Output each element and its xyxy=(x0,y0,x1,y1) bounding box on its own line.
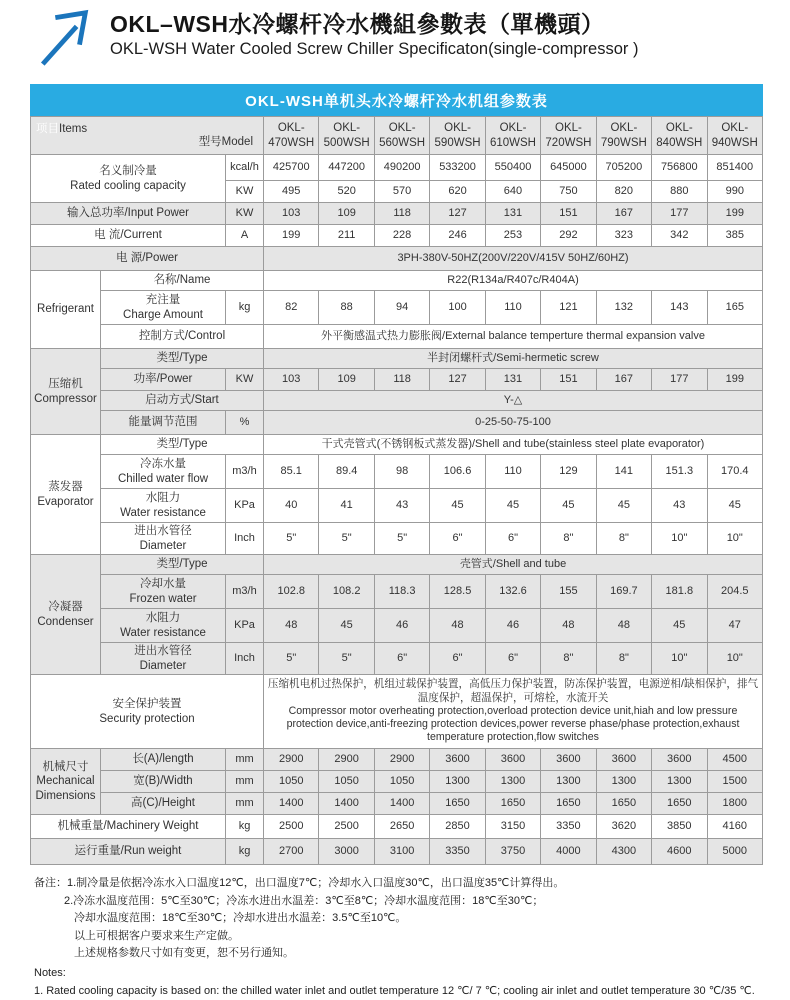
charge-cell: 143 xyxy=(652,291,707,325)
charge-cell: 94 xyxy=(374,291,429,325)
page-title: OKL–WSH水冷螺杆冷水機組參數表（單機頭） xyxy=(110,11,605,37)
section-label-zh: 安全保护装置 xyxy=(112,698,182,711)
unit-cell: mm xyxy=(226,793,264,815)
row-label-en: Water resistance xyxy=(120,626,206,639)
run-weight-cell: 3750 xyxy=(485,839,540,865)
section-label-zh: 蒸发器 xyxy=(48,481,83,494)
evaporator-flow-cell: 106.6 xyxy=(430,455,485,489)
cooling-kw-cell: 880 xyxy=(652,181,707,203)
run-weight-cell: 4300 xyxy=(596,839,651,865)
table-header-row xyxy=(31,117,763,155)
row-label-zh: 水阻力 xyxy=(145,492,181,505)
machinery-weight-cell: 2500 xyxy=(319,815,374,839)
run-weight-cell: 3000 xyxy=(319,839,374,865)
cooling-kcal-cell: 533200 xyxy=(430,155,485,181)
table-row xyxy=(31,643,763,675)
evaporator-diameter-cell: 5" xyxy=(319,523,374,555)
run-weight-cell: 2700 xyxy=(264,839,319,865)
cooling-kw-cell: 570 xyxy=(374,181,429,203)
table-row xyxy=(31,349,763,369)
evaporator-diameter-cell: 6" xyxy=(485,523,540,555)
evaporator-resistance-cell: 45 xyxy=(485,489,540,523)
input-power-cell: 127 xyxy=(430,203,485,225)
row-label: 控制方式/Control xyxy=(101,325,264,349)
row-label-zh: 进出水管径 xyxy=(134,525,192,538)
model-header-cell: OKL-560WSH xyxy=(374,117,429,155)
machinery-weight-cell: 2850 xyxy=(430,815,485,839)
cooling-kcal-cell: 425700 xyxy=(264,155,319,181)
current-cell: 292 xyxy=(541,225,596,247)
row-label xyxy=(101,455,226,489)
height-cell: 1650 xyxy=(541,793,596,815)
cooling-kcal-cell: 490200 xyxy=(374,155,429,181)
condenser-flow-cell: 108.2 xyxy=(319,575,374,609)
height-cell: 1650 xyxy=(596,793,651,815)
evaporator-diameter-cell: 10" xyxy=(707,523,762,555)
title-block xyxy=(110,4,638,59)
width-cell: 1050 xyxy=(319,771,374,793)
condenser-resistance-cell: 46 xyxy=(374,609,429,643)
note-line-1: 备注：1.制冷量是依据冷冻水入口温度12℃，出口温度7℃；冷却水入口温度30℃，出口温度35℃计算得出。 xyxy=(34,877,565,889)
evaporator-flow-cell: 89.4 xyxy=(319,455,374,489)
input-power-cell: 103 xyxy=(264,203,319,225)
row-label-en: Frozen water xyxy=(129,592,197,605)
height-cell: 1650 xyxy=(652,793,707,815)
row-value: 壳管式/Shell and tube xyxy=(264,555,763,575)
table-row xyxy=(31,455,763,489)
compressor-power-cell: 109 xyxy=(319,369,374,391)
model-header-cell: OKL-840WSH xyxy=(652,117,707,155)
row-label-en: Water resistance xyxy=(120,506,206,519)
row-label-zh: 进出水管径 xyxy=(134,645,192,658)
evaporator-flow-cell: 110 xyxy=(485,455,540,489)
model-header-cell: OKL-940WSH xyxy=(707,117,762,155)
table-title-banner: OKL-WSH单机头水冷螺杆冷水机组参数表 xyxy=(30,84,763,116)
row-value: Y-△ xyxy=(264,391,763,411)
run-weight-cell: 4000 xyxy=(541,839,596,865)
current-cell: 211 xyxy=(319,225,374,247)
width-cell: 1300 xyxy=(430,771,485,793)
unit-cell: kcal/h xyxy=(226,155,264,181)
table-row xyxy=(31,749,763,771)
input-power-cell: 177 xyxy=(652,203,707,225)
width-cell: 1050 xyxy=(374,771,429,793)
condenser-diameter-cell: 10" xyxy=(707,643,762,675)
length-cell: 2900 xyxy=(319,749,374,771)
cooling-kcal-cell: 447200 xyxy=(319,155,374,181)
security-text-en: Compressor motor overheating protection,overload protection device unit,hiah and low pressure protection device,anti-freezing protection devices,power reverse phase/phase protection,exhaust temperature protection,flow switches xyxy=(286,704,740,744)
table-row xyxy=(31,523,763,555)
compressor-power-cell: 151 xyxy=(541,369,596,391)
input-power-cell: 167 xyxy=(596,203,651,225)
cooling-kw-cell: 750 xyxy=(541,181,596,203)
section-label-dimensions xyxy=(31,749,101,815)
condenser-flow-cell: 181.8 xyxy=(652,575,707,609)
table-row xyxy=(31,369,763,391)
input-power-cell: 131 xyxy=(485,203,540,225)
machinery-weight-cell: 3150 xyxy=(485,815,540,839)
table-row xyxy=(31,575,763,609)
condenser-flow-cell: 102.8 xyxy=(264,575,319,609)
model-header-cell: OKL-790WSH xyxy=(596,117,651,155)
width-cell: 1300 xyxy=(596,771,651,793)
section-label-condenser xyxy=(31,555,101,675)
width-cell: 1300 xyxy=(541,771,596,793)
section-label-en: Dimensions xyxy=(35,789,96,802)
condenser-diameter-cell: 8" xyxy=(541,643,596,675)
table-row xyxy=(31,225,763,247)
unit-cell: kg xyxy=(226,815,264,839)
row-value: 3PH-380V-50HZ(200V/220V/415V 50HZ/60HZ) xyxy=(264,247,763,271)
table-row xyxy=(31,609,763,643)
table-row xyxy=(31,435,763,455)
cooling-kcal-cell: 550400 xyxy=(485,155,540,181)
condenser-flow-cell: 155 xyxy=(541,575,596,609)
condenser-resistance-cell: 45 xyxy=(319,609,374,643)
run-weight-cell: 3100 xyxy=(374,839,429,865)
unit-cell: KPa xyxy=(226,489,264,523)
row-value: 半封闭螺杆式/Semi-hermetic screw xyxy=(264,349,763,369)
run-weight-cell: 3350 xyxy=(430,839,485,865)
unit-cell: KW xyxy=(226,203,264,225)
note-line-5: 上述规格参数尺寸如有变更，恕不另行通知。 xyxy=(74,947,294,960)
model-label: 型号Model xyxy=(198,135,254,148)
unit-cell: kg xyxy=(226,839,264,865)
machinery-weight-cell: 2500 xyxy=(264,815,319,839)
condenser-resistance-cell: 48 xyxy=(541,609,596,643)
row-value: 0-25-50-75-100 xyxy=(264,411,763,435)
evaporator-resistance-cell: 40 xyxy=(264,489,319,523)
model-header-cell: OKL-610WSH xyxy=(485,117,540,155)
evaporator-resistance-cell: 45 xyxy=(707,489,762,523)
height-cell: 1400 xyxy=(264,793,319,815)
machinery-weight-cell: 4160 xyxy=(707,815,762,839)
machinery-weight-cell: 3350 xyxy=(541,815,596,839)
section-label-en: Security protection xyxy=(99,712,195,725)
row-label: 高(C)/Height xyxy=(101,793,226,815)
length-cell: 4500 xyxy=(707,749,762,771)
note-line-4: 以上可根据客户要求来生产定做。 xyxy=(74,929,239,942)
charge-cell: 88 xyxy=(319,291,374,325)
cooling-kcal-cell: 645000 xyxy=(541,155,596,181)
row-label-en: Diameter xyxy=(139,659,187,672)
condenser-diameter-cell: 5" xyxy=(264,643,319,675)
evaporator-flow-cell: 129 xyxy=(541,455,596,489)
run-weight-cell: 5000 xyxy=(707,839,762,865)
width-cell: 1050 xyxy=(264,771,319,793)
table-row xyxy=(31,675,763,749)
table-row xyxy=(31,203,763,225)
section-label-refrigerant: Refrigerant xyxy=(31,271,101,349)
section-label-en: Evaporator xyxy=(37,495,94,508)
row-label: 类型/Type xyxy=(101,349,264,369)
input-power-cell: 109 xyxy=(319,203,374,225)
length-cell: 3600 xyxy=(430,749,485,771)
width-cell: 1500 xyxy=(707,771,762,793)
unit-cell: m3/h xyxy=(226,455,264,489)
condenser-diameter-cell: 6" xyxy=(430,643,485,675)
unit-cell: % xyxy=(226,411,264,435)
unit-cell: KW xyxy=(226,181,264,203)
unit-cell: mm xyxy=(226,771,264,793)
evaporator-flow-cell: 98 xyxy=(374,455,429,489)
condenser-diameter-cell: 8" xyxy=(596,643,651,675)
charge-cell: 121 xyxy=(541,291,596,325)
row-value: R22(R134a/R407c/R404A) xyxy=(264,271,763,291)
charge-cell: 100 xyxy=(430,291,485,325)
evaporator-resistance-cell: 45 xyxy=(596,489,651,523)
row-label xyxy=(31,155,226,203)
notes-en-title: Notes: xyxy=(34,966,66,979)
row-label xyxy=(101,489,226,523)
condenser-resistance-cell: 47 xyxy=(707,609,762,643)
row-label: 机械重量/Machinery Weight xyxy=(31,815,226,839)
table-row xyxy=(31,291,763,325)
section-label-security xyxy=(31,675,264,749)
row-label xyxy=(101,291,226,325)
row-label-en: Diameter xyxy=(139,539,187,552)
current-cell: 342 xyxy=(652,225,707,247)
section-label-en: Mechanical xyxy=(36,775,95,788)
unit-cell: A xyxy=(226,225,264,247)
note-line-3: 冷却水温度范围：18℃至30℃；冷却水进出水温差：3.5℃至10℃。 xyxy=(74,912,407,925)
condenser-resistance-cell: 48 xyxy=(596,609,651,643)
row-label-zh: 名义制冷量 xyxy=(99,165,157,178)
compressor-power-cell: 199 xyxy=(707,369,762,391)
note-en-line-1: 1. Rated cooling capacity is based on: the chilled water inlet and outlet temperature 12 ℃/ 7 ℃; cooling air inlet and outlet temperature 30 ℃/35 ℃. xyxy=(34,984,755,997)
unit-cell: Inch xyxy=(226,643,264,675)
condenser-resistance-cell: 46 xyxy=(485,609,540,643)
evaporator-diameter-cell: 6" xyxy=(430,523,485,555)
table-row xyxy=(31,771,763,793)
evaporator-resistance-cell: 45 xyxy=(541,489,596,523)
evaporator-resistance-cell: 41 xyxy=(319,489,374,523)
condenser-diameter-cell: 6" xyxy=(374,643,429,675)
input-power-cell: 199 xyxy=(707,203,762,225)
current-cell: 323 xyxy=(596,225,651,247)
cooling-kw-cell: 495 xyxy=(264,181,319,203)
model-header-cell: OKL-470WSH xyxy=(264,117,319,155)
row-label: 长(A)/length xyxy=(101,749,226,771)
table-row xyxy=(31,325,763,349)
model-header-cell: OKL-590WSH xyxy=(430,117,485,155)
section-label-zh: 压缩机 xyxy=(48,378,83,391)
condenser-diameter-cell: 10" xyxy=(652,643,707,675)
table-row xyxy=(31,555,763,575)
page-subtitle: OKL-WSH Water Cooled Screw Chiller Specificaton(single-compressor ) xyxy=(110,40,639,58)
row-label: 电 流/Current xyxy=(31,225,226,247)
unit-cell: KW xyxy=(226,369,264,391)
row-value: 外平衡感温式热力膨胀阀/External balance temperture thermal expansion valve xyxy=(264,325,763,349)
row-label xyxy=(101,643,226,675)
current-cell: 385 xyxy=(707,225,762,247)
machinery-weight-cell: 2650 xyxy=(374,815,429,839)
condenser-diameter-cell: 6" xyxy=(485,643,540,675)
current-cell: 253 xyxy=(485,225,540,247)
condenser-flow-cell: 132.6 xyxy=(485,575,540,609)
note-line-2: 2.冷冻水温度范围：5℃至30℃；冷冻水进出水温差：3℃至8℃；冷却水温度范围：18℃至30℃； xyxy=(64,894,544,907)
section-label-zh: 冷凝器 xyxy=(48,601,83,614)
unit-cell: Inch xyxy=(226,523,264,555)
row-label: 启动方式/Start xyxy=(101,391,264,411)
evaporator-diameter-cell: 8" xyxy=(596,523,651,555)
unit-cell: KPa xyxy=(226,609,264,643)
charge-cell: 82 xyxy=(264,291,319,325)
cooling-kw-cell: 640 xyxy=(485,181,540,203)
row-label-zh: 冷冻水量 xyxy=(140,458,186,471)
height-cell: 1800 xyxy=(707,793,762,815)
row-label-en: Rated cooling capacity xyxy=(70,179,186,192)
row-label: 类型/Type xyxy=(101,555,264,575)
row-label: 功率/Power xyxy=(101,369,226,391)
length-cell: 2900 xyxy=(374,749,429,771)
cooling-kw-cell: 620 xyxy=(430,181,485,203)
evaporator-flow-cell: 85.1 xyxy=(264,455,319,489)
compressor-power-cell: 131 xyxy=(485,369,540,391)
charge-cell: 165 xyxy=(707,291,762,325)
items-label-zh: 项目 xyxy=(36,123,59,135)
compressor-power-cell: 118 xyxy=(374,369,429,391)
condenser-resistance-cell: 45 xyxy=(652,609,707,643)
security-text-zh: 压缩机电机过热保护，机组过载保护装置，高低压力保护装置，防冻保护装置，电源逆相/缺相保护，排气温度保护，超温保护，可熔栓，水流开关 xyxy=(267,678,759,704)
condenser-resistance-cell: 48 xyxy=(430,609,485,643)
machinery-weight-cell: 3850 xyxy=(652,815,707,839)
height-cell: 1650 xyxy=(430,793,485,815)
evaporator-diameter-cell: 8" xyxy=(541,523,596,555)
charge-cell: 132 xyxy=(596,291,651,325)
length-cell: 2900 xyxy=(264,749,319,771)
evaporator-flow-cell: 151.3 xyxy=(652,455,707,489)
table-row xyxy=(31,271,763,291)
evaporator-resistance-cell: 43 xyxy=(652,489,707,523)
spec-table xyxy=(30,116,763,865)
section-label-en: Condenser xyxy=(37,615,94,628)
current-cell: 199 xyxy=(264,225,319,247)
condenser-resistance-cell: 48 xyxy=(264,609,319,643)
row-label: 电 源/Power xyxy=(31,247,264,271)
row-label-zh: 冷却水量 xyxy=(140,578,186,591)
cooling-kcal-cell: 705200 xyxy=(596,155,651,181)
cooling-kw-cell: 990 xyxy=(707,181,762,203)
condenser-flow-cell: 118.3 xyxy=(374,575,429,609)
row-label: 宽(B)/Width xyxy=(101,771,226,793)
row-label-zh: 水阻力 xyxy=(145,612,181,625)
condenser-flow-cell: 204.5 xyxy=(707,575,762,609)
evaporator-diameter-cell: 5" xyxy=(374,523,429,555)
row-label: 输入总功率/Input Power xyxy=(31,203,226,225)
table-row xyxy=(31,411,763,435)
compressor-power-cell: 177 xyxy=(652,369,707,391)
row-label: 名称/Name xyxy=(101,271,264,291)
evaporator-flow-cell: 141 xyxy=(596,455,651,489)
row-label xyxy=(101,523,226,555)
items-label-en: Items xyxy=(59,123,88,135)
notes-block xyxy=(34,875,764,1000)
machinery-weight-cell: 3620 xyxy=(596,815,651,839)
row-label: 能量调节范围 xyxy=(101,411,226,435)
cooling-kcal-cell: 756800 xyxy=(652,155,707,181)
length-cell: 3600 xyxy=(596,749,651,771)
condenser-flow-cell: 169.7 xyxy=(596,575,651,609)
model-header-cell: OKL-500WSH xyxy=(319,117,374,155)
width-cell: 1300 xyxy=(652,771,707,793)
row-value: 干式壳管式(不锈钢板式蒸发器)/Shell and tube(stainless steel plate evaporator) xyxy=(264,435,763,455)
section-label-compressor xyxy=(31,349,101,435)
length-cell: 3600 xyxy=(541,749,596,771)
corner-cell xyxy=(31,117,264,155)
compressor-power-cell: 167 xyxy=(596,369,651,391)
row-label: 类型/Type xyxy=(101,435,264,455)
row-label xyxy=(101,575,226,609)
height-cell: 1650 xyxy=(485,793,540,815)
row-label: 运行重量/Run weight xyxy=(31,839,226,865)
row-label-zh: 充注量 xyxy=(145,294,181,307)
row-label-en: Charge Amount xyxy=(123,308,203,321)
charge-cell: 110 xyxy=(485,291,540,325)
cooling-kcal-cell: 851400 xyxy=(707,155,762,181)
row-label-en: Chilled water flow xyxy=(117,472,209,485)
table-row xyxy=(31,489,763,523)
table-row xyxy=(31,793,763,815)
height-cell: 1400 xyxy=(319,793,374,815)
width-cell: 1300 xyxy=(485,771,540,793)
row-label xyxy=(101,609,226,643)
unit-cell: m3/h xyxy=(226,575,264,609)
unit-cell: kg xyxy=(226,291,264,325)
table-row xyxy=(31,155,763,181)
evaporator-resistance-cell: 45 xyxy=(430,489,485,523)
table-row xyxy=(31,247,763,271)
condenser-diameter-cell: 5" xyxy=(319,643,374,675)
cooling-kw-cell: 820 xyxy=(596,181,651,203)
security-protection-text xyxy=(264,675,763,749)
doc-header xyxy=(0,0,790,76)
evaporator-diameter-cell: 10" xyxy=(652,523,707,555)
unit-cell: mm xyxy=(226,749,264,771)
input-power-cell: 151 xyxy=(541,203,596,225)
model-header-cell: OKL-720WSH xyxy=(541,117,596,155)
height-cell: 1400 xyxy=(374,793,429,815)
table-row xyxy=(31,839,763,865)
current-cell: 246 xyxy=(430,225,485,247)
compressor-power-cell: 103 xyxy=(264,369,319,391)
section-label-zh: 机械尺寸 xyxy=(42,760,89,773)
current-cell: 228 xyxy=(374,225,429,247)
length-cell: 3600 xyxy=(485,749,540,771)
brand-arrow-icon xyxy=(36,6,94,68)
section-label-evaporator xyxy=(31,435,101,555)
evaporator-resistance-cell: 43 xyxy=(374,489,429,523)
input-power-cell: 118 xyxy=(374,203,429,225)
evaporator-diameter-cell: 5" xyxy=(264,523,319,555)
compressor-power-cell: 127 xyxy=(430,369,485,391)
section-label-en: Compressor xyxy=(34,392,97,405)
evaporator-flow-cell: 170.4 xyxy=(707,455,762,489)
cooling-kw-cell: 520 xyxy=(319,181,374,203)
table-row xyxy=(31,391,763,411)
run-weight-cell: 4600 xyxy=(652,839,707,865)
condenser-flow-cell: 128.5 xyxy=(430,575,485,609)
table-row xyxy=(31,815,763,839)
length-cell: 3600 xyxy=(652,749,707,771)
items-label xyxy=(36,122,87,136)
